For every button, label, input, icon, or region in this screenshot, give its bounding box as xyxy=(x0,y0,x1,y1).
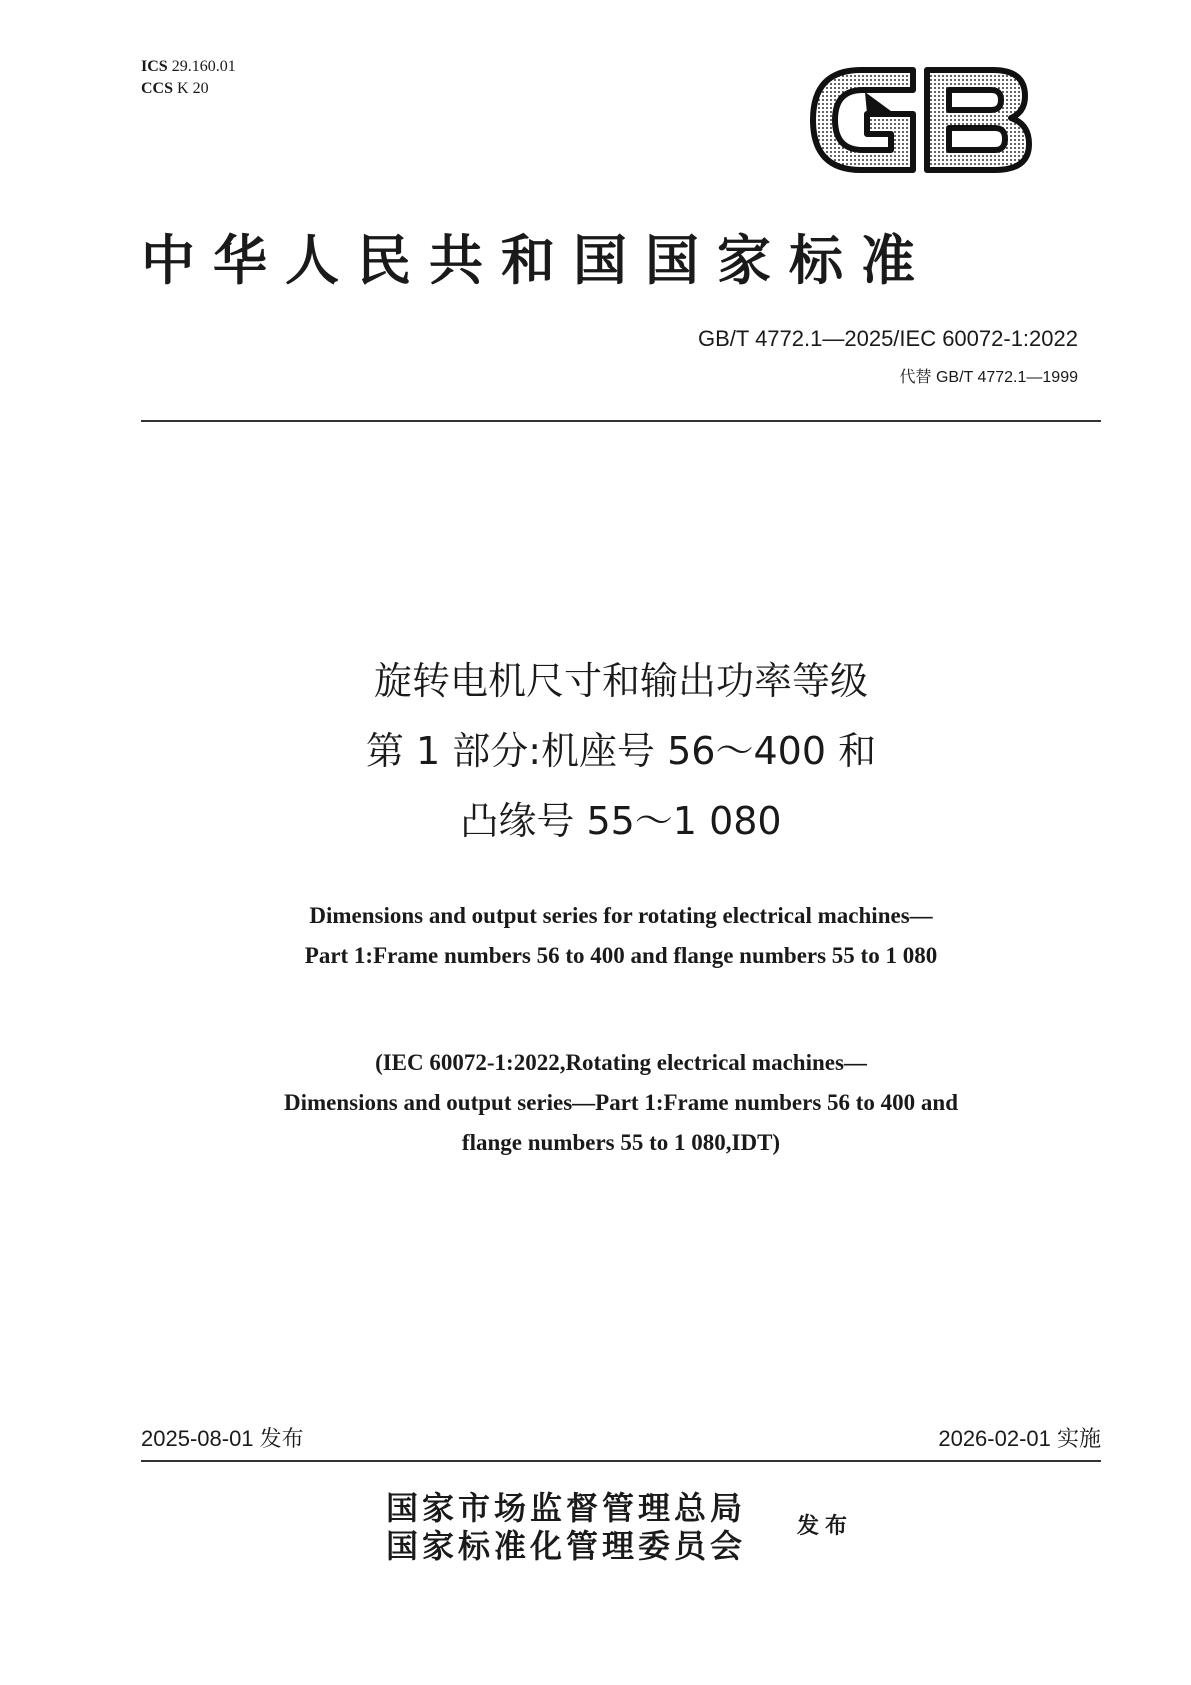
chinese-title-line-2: 第 1 部分:机座号 56～400 和 xyxy=(365,729,877,773)
iec-title-line-1: (IEC 60072-1:2022,Rotating electrical machines— xyxy=(375,1050,867,1075)
gb-logo xyxy=(805,62,1035,178)
classification-codes xyxy=(141,56,236,100)
iec-title-line-3: flange numbers 55 to 1 080,IDT) xyxy=(461,1130,781,1155)
issuer-sac: 国家标准化管理委员会 xyxy=(386,1527,747,1565)
iec-title-line-2: Dimensions and output series—Part 1:Frame numbers 56 to 400 and xyxy=(283,1090,959,1115)
dates-row xyxy=(141,1422,1101,1453)
iec-reference-title xyxy=(141,1043,1101,1163)
implementation-date: 2026-02-01 实施 xyxy=(938,1426,1101,1451)
issuer-samr: 国家市场监督管理总局 xyxy=(386,1489,747,1527)
ics-label: ICS xyxy=(141,58,168,75)
english-title xyxy=(141,896,1101,976)
chinese-title xyxy=(141,646,1101,856)
replaces-standard: 代替 GB/T 4772.1—1999 xyxy=(899,369,1078,386)
ccs-value: K 20 xyxy=(177,80,209,97)
chinese-title-line-1: 旋转电机尺寸和输出功率等级 xyxy=(373,659,868,703)
issuing-authorities xyxy=(386,1489,746,1565)
national-standard-title: 中华人民共和国国家标准 xyxy=(141,228,933,292)
standard-number: GB/T 4772.1—2025/IEC 60072-1:2022 xyxy=(698,326,1078,351)
english-title-line-1: Dimensions and output series for rotating electrical machines— xyxy=(309,903,933,928)
header-divider xyxy=(141,420,1101,422)
english-title-line-2: Part 1:Frame numbers 56 to 400 and flange numbers 55 to 1 080 xyxy=(304,943,938,968)
ccs-label: CCS xyxy=(141,80,174,97)
chinese-title-line-3: 凸缘号 55～1 080 xyxy=(460,799,782,843)
footer-divider xyxy=(141,1460,1101,1462)
issue-date: 2025-08-01 发布 xyxy=(141,1426,304,1451)
ics-value: 29.160.01 xyxy=(171,58,236,75)
issue-action: 发布 xyxy=(797,1513,854,1539)
